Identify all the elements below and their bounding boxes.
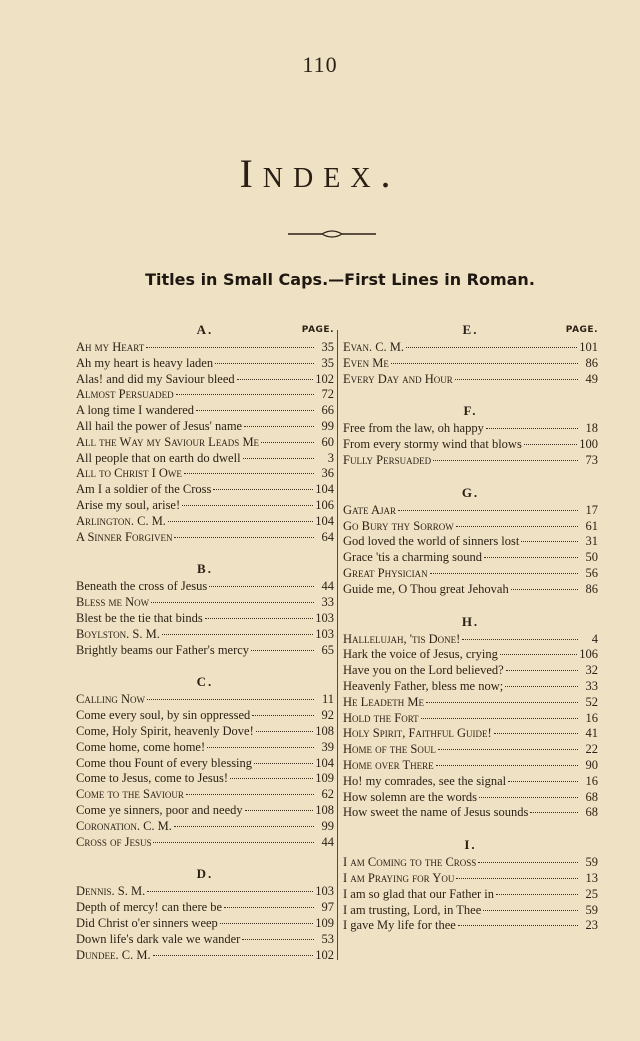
entry-title: I am Coming to the Cross bbox=[343, 855, 477, 870]
entry-title: I am so glad that our Father in bbox=[343, 886, 495, 901]
entry-title: Hark the voice of Jesus, crying bbox=[343, 647, 498, 662]
section-letter-text: E. bbox=[462, 322, 479, 337]
leader-dots bbox=[245, 810, 314, 811]
entry-title: How sweet the name of Jesus sounds bbox=[343, 805, 529, 820]
entry-title: Arise my soul, arise! bbox=[76, 497, 181, 512]
index-entry[interactable] bbox=[343, 503, 598, 519]
index-entry[interactable] bbox=[76, 627, 334, 643]
index-entry[interactable] bbox=[343, 582, 598, 598]
entry-title: Come ye sinners, poor and needy bbox=[76, 802, 243, 817]
section-letter-text: B. bbox=[197, 561, 213, 577]
entry-title: Bless me Now bbox=[76, 595, 150, 610]
leader-dots bbox=[254, 763, 313, 764]
entry-page-number: 99 bbox=[321, 818, 334, 833]
entry-title: I am trusting, Lord, in Thee bbox=[343, 902, 482, 917]
entry-page-number: 18 bbox=[585, 421, 598, 436]
leader-dots bbox=[436, 765, 578, 766]
index-entry[interactable] bbox=[76, 803, 334, 819]
entry-title: Did Christ o'er sinners weep bbox=[76, 915, 218, 930]
section-letter-text: A. bbox=[196, 322, 214, 337]
leader-dots bbox=[483, 910, 578, 911]
index-entry[interactable] bbox=[76, 498, 334, 514]
index-section bbox=[343, 837, 598, 934]
entry-page-number: 35 bbox=[321, 340, 334, 354]
leader-dots bbox=[184, 473, 314, 474]
entry-title: Arlington. C. M. bbox=[76, 513, 166, 528]
leader-dots bbox=[147, 699, 314, 700]
index-section bbox=[343, 322, 598, 387]
entry-page-number: 101 bbox=[579, 340, 598, 354]
index-entry[interactable] bbox=[76, 724, 334, 740]
leader-dots bbox=[391, 363, 578, 364]
section-letter bbox=[76, 561, 334, 579]
leader-dots bbox=[455, 379, 578, 380]
index-entry[interactable] bbox=[76, 692, 334, 708]
index-entry[interactable] bbox=[343, 918, 598, 934]
leader-dots bbox=[168, 521, 313, 522]
entry-page-number: 108 bbox=[315, 802, 334, 817]
leader-dots bbox=[494, 733, 578, 734]
index-entry[interactable] bbox=[76, 340, 334, 356]
leader-dots bbox=[244, 426, 314, 427]
entry-page-number: 11 bbox=[321, 692, 334, 707]
entry-page-number: 86 bbox=[585, 581, 598, 596]
index-entry[interactable] bbox=[76, 643, 334, 659]
leader-dots bbox=[426, 702, 578, 703]
index-entry[interactable] bbox=[343, 711, 598, 727]
section-letter bbox=[343, 837, 598, 855]
entry-title: Depth of mercy! can there be bbox=[76, 900, 223, 915]
entry-page-number: 22 bbox=[585, 742, 598, 757]
entry-title: Blest be the tie that binds bbox=[76, 610, 203, 625]
leader-dots bbox=[153, 955, 314, 956]
entry-page-number: 104 bbox=[315, 755, 334, 770]
index-entry[interactable] bbox=[76, 819, 334, 835]
entry-title: Dennis. S. M. bbox=[76, 884, 146, 899]
entry-title: Come every soul, by sin oppressed bbox=[76, 708, 251, 723]
index-subtitle: Titles in Small Caps.—First Lines in Roman. bbox=[145, 270, 535, 289]
index-entry[interactable] bbox=[343, 663, 598, 679]
leader-dots bbox=[458, 925, 578, 926]
entry-page-number: 68 bbox=[585, 805, 598, 820]
index-entry[interactable] bbox=[343, 372, 598, 388]
index-entry[interactable] bbox=[343, 356, 598, 372]
index-entry[interactable] bbox=[343, 519, 598, 535]
leader-dots bbox=[207, 747, 314, 748]
entry-title: A long time I wandered bbox=[76, 403, 195, 418]
section-letter-text: I. bbox=[464, 837, 477, 853]
index-entry[interactable] bbox=[76, 595, 334, 611]
entry-title: Hallelujah, 'tis Done! bbox=[343, 631, 461, 646]
entry-page-number: 59 bbox=[585, 855, 598, 870]
entry-title: Fully Persuaded bbox=[343, 452, 432, 467]
leader-dots bbox=[484, 557, 578, 558]
entry-title: Ah my heart is heavy laden bbox=[76, 355, 214, 370]
leader-dots bbox=[430, 573, 578, 574]
leader-dots bbox=[398, 510, 578, 511]
entry-page-number: 32 bbox=[585, 663, 598, 678]
entry-page-number: 68 bbox=[585, 789, 598, 804]
index-entry[interactable] bbox=[343, 758, 598, 774]
index-entry[interactable] bbox=[343, 534, 598, 550]
entry-title: All to Christ I Owe bbox=[76, 466, 182, 481]
index-entry[interactable] bbox=[76, 916, 334, 932]
index-entry[interactable] bbox=[343, 437, 598, 453]
index-section bbox=[343, 614, 598, 822]
index-entry[interactable] bbox=[343, 566, 598, 582]
leader-dots bbox=[251, 650, 314, 651]
index-entry[interactable] bbox=[76, 356, 334, 372]
entry-page-number: 44 bbox=[321, 579, 334, 594]
leader-dots bbox=[151, 602, 314, 603]
index-entry[interactable] bbox=[76, 932, 334, 948]
leader-dots bbox=[486, 428, 578, 429]
leader-dots bbox=[224, 907, 314, 908]
entry-page-number: 56 bbox=[585, 565, 598, 580]
leader-dots bbox=[462, 639, 578, 640]
section-letter-text: D. bbox=[196, 866, 214, 882]
index-entry[interactable] bbox=[76, 514, 334, 530]
leader-dots bbox=[524, 444, 577, 445]
entry-title: Alas! and did my Saviour bleed bbox=[76, 371, 235, 386]
entry-title: Heavenly Father, bless me now; bbox=[343, 678, 504, 693]
index-entry[interactable] bbox=[343, 805, 598, 821]
entry-title: I am Praying for You bbox=[343, 870, 455, 885]
index-entry[interactable] bbox=[343, 647, 598, 663]
entry-title: How solemn are the words bbox=[343, 789, 477, 804]
entry-page-number: 65 bbox=[321, 642, 334, 657]
entry-page-number: 49 bbox=[585, 371, 598, 386]
entry-title: Gate Ajar bbox=[343, 502, 396, 517]
index-section bbox=[343, 485, 598, 598]
leader-dots bbox=[147, 891, 313, 892]
leader-dots bbox=[186, 794, 314, 795]
section-letter bbox=[343, 614, 598, 632]
entry-title: Calling Now bbox=[76, 692, 145, 707]
index-section bbox=[76, 561, 334, 658]
leader-dots bbox=[174, 537, 314, 538]
index-entry[interactable] bbox=[76, 900, 334, 916]
leader-dots bbox=[220, 923, 313, 924]
entry-page-number: 106 bbox=[579, 647, 598, 662]
ornament-divider-icon bbox=[288, 228, 376, 240]
entry-title: Cross of Jesus bbox=[76, 834, 152, 849]
index-entry[interactable] bbox=[76, 771, 334, 787]
entry-page-number: 109 bbox=[315, 915, 334, 930]
index-entry[interactable] bbox=[343, 742, 598, 758]
leader-dots bbox=[508, 781, 578, 782]
index-section bbox=[76, 322, 334, 545]
section-letter bbox=[76, 322, 334, 340]
entry-title: Brightly beams our Father's mercy bbox=[76, 642, 250, 657]
index-entry[interactable] bbox=[76, 579, 334, 595]
entry-title: He Leadeth Me bbox=[343, 694, 425, 709]
index-entry[interactable] bbox=[343, 550, 598, 566]
page-title: Index. bbox=[239, 151, 401, 196]
leader-dots bbox=[174, 826, 314, 827]
entry-page-number: 62 bbox=[321, 787, 334, 802]
index-section bbox=[76, 674, 334, 850]
index-entry[interactable] bbox=[76, 530, 334, 546]
entry-page-number: 103 bbox=[315, 884, 334, 899]
entry-title: Have you on the Lord believed? bbox=[343, 663, 504, 678]
index-entry[interactable] bbox=[76, 466, 334, 482]
entry-title: I gave My life for thee bbox=[343, 918, 456, 933]
page-number: 110 bbox=[302, 52, 338, 77]
entry-title: Hold the Fort bbox=[343, 710, 419, 725]
entry-page-number: 104 bbox=[315, 482, 334, 497]
entry-title: Home over There bbox=[343, 757, 434, 772]
entry-title: Almost Persuaded bbox=[76, 387, 174, 402]
index-entry[interactable] bbox=[343, 726, 598, 742]
leader-dots bbox=[530, 812, 578, 813]
section-letter-text: H. bbox=[461, 613, 480, 629]
index-entry[interactable] bbox=[343, 695, 598, 711]
entry-page-number: 102 bbox=[315, 947, 334, 962]
leader-dots bbox=[456, 878, 578, 879]
entry-page-number: 53 bbox=[321, 931, 334, 946]
entry-page-number: 61 bbox=[585, 518, 598, 533]
leader-dots bbox=[196, 410, 314, 411]
entry-title: All people that on earth do dwell bbox=[76, 450, 241, 465]
entry-page-number: 25 bbox=[585, 886, 598, 901]
entry-page-number: 16 bbox=[585, 773, 598, 788]
index-entry[interactable] bbox=[343, 632, 598, 648]
entry-page-number: 4 bbox=[591, 631, 598, 646]
index-entry[interactable] bbox=[76, 435, 334, 451]
leader-dots bbox=[496, 894, 578, 895]
index-entry[interactable] bbox=[76, 835, 334, 851]
index-section bbox=[76, 866, 334, 963]
leader-dots bbox=[252, 715, 314, 716]
entry-title: Great Physician bbox=[343, 565, 428, 580]
leader-dots bbox=[215, 363, 314, 364]
entry-page-number: 31 bbox=[585, 534, 598, 549]
index-entry[interactable] bbox=[76, 419, 334, 435]
index-entry[interactable] bbox=[343, 855, 598, 871]
entry-page-number: 103 bbox=[315, 626, 334, 641]
leader-dots bbox=[438, 749, 578, 750]
leader-dots bbox=[261, 442, 314, 443]
entry-page-number: 60 bbox=[321, 434, 334, 449]
entry-page-number: 109 bbox=[315, 771, 334, 786]
entry-page-number: 73 bbox=[585, 452, 598, 467]
entry-page-number: 86 bbox=[585, 355, 598, 370]
leader-dots bbox=[500, 654, 577, 655]
entry-page-number: 64 bbox=[321, 529, 334, 544]
entry-page-number: 52 bbox=[585, 694, 598, 709]
entry-page-number: 17 bbox=[585, 502, 598, 517]
entry-title: Go Bury thy Sorrow bbox=[343, 518, 454, 533]
entry-page-number: 103 bbox=[315, 610, 334, 625]
entry-title: Beneath the cross of Jesus bbox=[76, 579, 208, 594]
entry-page-number: 108 bbox=[315, 723, 334, 738]
entry-page-number: 41 bbox=[585, 726, 598, 741]
index-entry[interactable] bbox=[343, 903, 598, 919]
entry-title: Boylston. S. M. bbox=[76, 626, 160, 641]
index-section bbox=[343, 403, 598, 468]
section-letter bbox=[343, 403, 598, 421]
leader-dots bbox=[146, 347, 314, 348]
leader-dots bbox=[406, 347, 577, 348]
entry-page-number: 13 bbox=[585, 870, 598, 885]
section-letter-text: C. bbox=[196, 674, 214, 690]
leader-dots bbox=[153, 842, 314, 843]
leader-dots bbox=[243, 458, 314, 459]
entry-title: Come home, come home! bbox=[76, 739, 206, 754]
section-letter bbox=[343, 322, 598, 340]
index-entry[interactable] bbox=[343, 340, 598, 356]
page-column-label: PAGE. bbox=[301, 325, 334, 335]
entry-title: Even Me bbox=[343, 355, 389, 370]
index-entry[interactable] bbox=[76, 740, 334, 756]
index-entry[interactable] bbox=[343, 453, 598, 469]
leader-dots bbox=[230, 778, 313, 779]
leader-dots bbox=[209, 586, 314, 587]
index-column-left bbox=[76, 322, 334, 963]
index-entry[interactable] bbox=[76, 611, 334, 627]
leader-dots bbox=[182, 505, 313, 506]
leader-dots bbox=[479, 797, 578, 798]
entry-title: All the Way my Saviour Leads Me bbox=[76, 434, 260, 449]
entry-page-number: 90 bbox=[585, 757, 598, 772]
index-entry[interactable] bbox=[76, 948, 334, 964]
entry-title: Come to Jesus, come to Jesus! bbox=[76, 771, 229, 786]
entry-page-number: 97 bbox=[321, 900, 334, 915]
leader-dots bbox=[506, 670, 578, 671]
entry-title: Down life's dark vale we wander bbox=[76, 931, 241, 946]
leader-dots bbox=[256, 731, 314, 732]
entry-title: From every stormy wind that blows bbox=[343, 437, 522, 452]
section-letter-text: G. bbox=[461, 484, 480, 500]
entry-page-number: 59 bbox=[585, 902, 598, 917]
entry-page-number: 100 bbox=[579, 437, 598, 452]
entry-title: Ah my Heart bbox=[76, 340, 145, 354]
leader-dots bbox=[521, 541, 578, 542]
entry-page-number: 33 bbox=[585, 678, 598, 693]
leader-dots bbox=[213, 489, 313, 490]
entry-page-number: 99 bbox=[321, 418, 334, 433]
leader-dots bbox=[242, 939, 314, 940]
column-divider bbox=[337, 330, 338, 960]
section-letter-text: F. bbox=[463, 403, 478, 419]
entry-page-number: 16 bbox=[585, 710, 598, 725]
entry-title: Dundee. C. M. bbox=[76, 947, 151, 962]
entry-page-number: 35 bbox=[321, 355, 334, 370]
entry-title: Holy Spirit, Faithful Guide! bbox=[343, 726, 492, 741]
leader-dots bbox=[237, 379, 314, 380]
index-entry[interactable] bbox=[343, 421, 598, 437]
entry-title: A Sinner Forgiven bbox=[76, 529, 173, 544]
entry-page-number: 66 bbox=[321, 403, 334, 418]
entry-page-number: 44 bbox=[321, 834, 334, 849]
index-entry[interactable] bbox=[343, 774, 598, 790]
entry-title: Come, Holy Spirit, heavenly Dove! bbox=[76, 723, 254, 738]
entry-title: Am I a soldier of the Cross bbox=[76, 482, 212, 497]
entry-page-number: 36 bbox=[321, 466, 334, 481]
entry-title: Free from the law, oh happy bbox=[343, 421, 484, 436]
entry-page-number: 39 bbox=[321, 739, 334, 754]
entry-title: Coronation. C. M. bbox=[76, 818, 172, 833]
entry-title: Ho! my comrades, see the signal bbox=[343, 773, 507, 788]
entry-title: Evan. C. M. bbox=[343, 340, 405, 354]
section-letter bbox=[343, 485, 598, 503]
section-letter bbox=[76, 866, 334, 884]
index-entry[interactable] bbox=[76, 451, 334, 467]
index-entry[interactable] bbox=[76, 372, 334, 388]
leader-dots bbox=[162, 634, 313, 635]
entry-title: Guide me, O Thou great Jehovah bbox=[343, 581, 509, 596]
leader-dots bbox=[478, 862, 578, 863]
leader-dots bbox=[511, 589, 578, 590]
index-entry[interactable] bbox=[343, 790, 598, 806]
index-entry[interactable] bbox=[76, 482, 334, 498]
index-entry[interactable] bbox=[76, 403, 334, 419]
entry-page-number: 102 bbox=[315, 371, 334, 386]
entry-page-number: 50 bbox=[585, 550, 598, 565]
entry-page-number: 33 bbox=[321, 595, 334, 610]
entry-title: Come thou Fount of every blessing bbox=[76, 755, 253, 770]
index-entry[interactable] bbox=[76, 787, 334, 803]
leader-dots bbox=[505, 686, 578, 687]
entry-page-number: 92 bbox=[321, 708, 334, 723]
index-entry[interactable] bbox=[76, 884, 334, 900]
index-entry[interactable] bbox=[343, 887, 598, 903]
entry-page-number: 3 bbox=[327, 450, 334, 465]
page-column-label: PAGE. bbox=[565, 325, 598, 335]
leader-dots bbox=[176, 394, 314, 395]
entry-page-number: 106 bbox=[315, 497, 334, 512]
section-letter bbox=[76, 674, 334, 692]
leader-dots bbox=[421, 718, 578, 719]
entry-page-number: 23 bbox=[585, 918, 598, 933]
index-entry[interactable] bbox=[76, 756, 334, 772]
index-entry[interactable] bbox=[343, 679, 598, 695]
entry-title: All hail the power of Jesus' name bbox=[76, 418, 243, 433]
entry-title: Grace 'tis a charming sound bbox=[343, 550, 483, 565]
entry-title: Home of the Soul bbox=[343, 742, 436, 757]
entry-title: God loved the world of sinners lost bbox=[343, 534, 520, 549]
entry-page-number: 104 bbox=[315, 513, 334, 528]
index-entry[interactable] bbox=[343, 871, 598, 887]
leader-dots bbox=[433, 460, 578, 461]
entry-page-number: 72 bbox=[321, 387, 334, 402]
entry-title: Come to the Saviour bbox=[76, 787, 184, 802]
leader-dots bbox=[205, 618, 314, 619]
index-column-right bbox=[343, 322, 598, 934]
entry-title: Every Day and Hour bbox=[343, 371, 453, 386]
index-entry[interactable] bbox=[76, 387, 334, 403]
leader-dots bbox=[456, 526, 578, 527]
index-entry[interactable] bbox=[76, 708, 334, 724]
